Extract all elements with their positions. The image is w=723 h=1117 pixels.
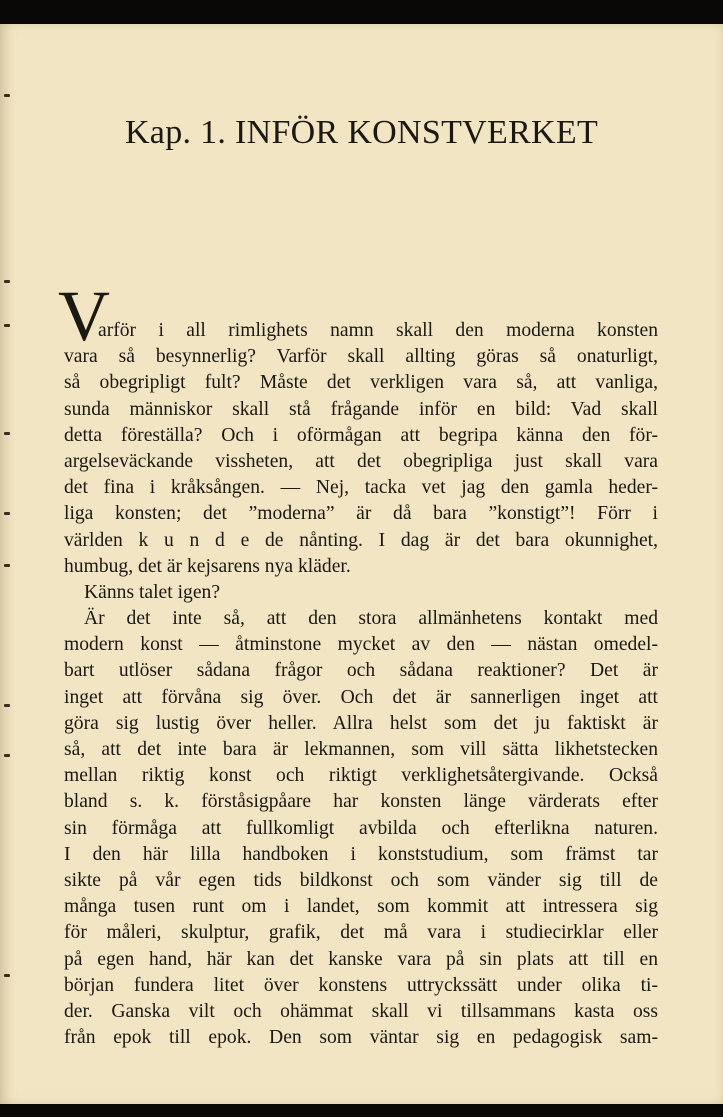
drop-cap: V: [58, 276, 110, 356]
text-line: I den här lilla handboken i konststudium, som främst tar: [64, 843, 658, 865]
text-line: der. Ganska vilt och ohämmat skall vi tillsammans kasta oss: [64, 1000, 658, 1022]
text-line: argelseväckande vissheten, att det obegripliga just skall vara: [64, 450, 658, 472]
text-line: detta föreställa? Och i oförmågan att begripa känna den för-: [64, 424, 658, 446]
text-line: det fina i kråksången. — Nej, tacka vet jag den gamla heder-: [64, 477, 658, 499]
text-line: vara så besynnerlig? Varför skall allting göras så onaturligt,: [64, 346, 658, 368]
binding-mark: [4, 754, 10, 757]
binding-mark: [4, 974, 10, 977]
text-line: göra sig lustig över heller. Allra helst som det ju faktiskt är: [64, 712, 658, 734]
text-line: modern konst — åtminstone mycket av den — nästan omedel-: [64, 634, 658, 656]
text-line: Är det inte så, att den stora allmänhetens kontakt med: [84, 608, 658, 630]
text-line: liga konsten; det ”moderna” är då bara ”konstigt”! Förr i: [64, 503, 658, 525]
text-line: bland s. k. förståsigpåare har konsten länge värderats efter: [64, 791, 658, 813]
text-line: sin förmåga att fullkomligt avbilda och efterlikna naturen.: [64, 817, 658, 839]
text-line: Känns talet igen?: [84, 581, 221, 603]
text-line: från epok till epok. Den som väntar sig en pedagogisk sam-: [64, 1027, 658, 1049]
binding-mark: [4, 512, 10, 515]
text-line: sunda människor skall stå frågande inför en bild: Vad skall: [64, 398, 658, 420]
binding-mark: [4, 324, 10, 327]
text-line: arför i all rimlighets namn skall den moderna konsten: [98, 320, 658, 341]
text-line: inget att förvåna sig över. Och det är sannerligen inget att: [64, 686, 658, 708]
text-line: bart utlöser sådana frågor och sådana reaktioner? Det är: [64, 660, 658, 682]
chapter-title: Kap. 1. INFÖR KONSTVERKET: [124, 114, 599, 151]
text-line: så, att det inte bara är lekmannen, som vill sätta likhetstecken: [64, 739, 658, 760]
text-line: för måleri, skulptur, grafik, det må vara i studiecirklar eller: [64, 922, 658, 944]
text-line: början fundera litet över konstens uttryckssätt under olika ti-: [64, 974, 658, 996]
scan-bottom-border: [0, 1104, 723, 1117]
text-line: på egen hand, här kan det kanske vara på sin plats att till en: [64, 948, 658, 970]
body-text: [64, 318, 658, 1051]
text-line: så obegripligt fult? Måste det verkligen vara så, att vanliga,: [64, 372, 658, 394]
text-line: världen k u n d e de nånting. I dag är det bara okunnighet,: [64, 529, 658, 551]
text-line: mellan riktig konst och riktigt verklighetsåtergivande. Också: [64, 765, 658, 787]
text-line: många tusen runt om i landet, som kommit att intressera sig: [64, 896, 658, 918]
text-line: sikte på vår egen tids bildkonst och som vänder sig till de: [64, 869, 658, 891]
binding-mark: [4, 432, 10, 435]
text-line: humbug, det är kejsarens nya kläder.: [64, 555, 351, 577]
binding-mark: [4, 280, 10, 283]
binding-mark: [4, 564, 10, 567]
scan-top-border: [0, 0, 723, 24]
binding-mark: [4, 704, 10, 707]
binding-mark: [4, 94, 10, 97]
